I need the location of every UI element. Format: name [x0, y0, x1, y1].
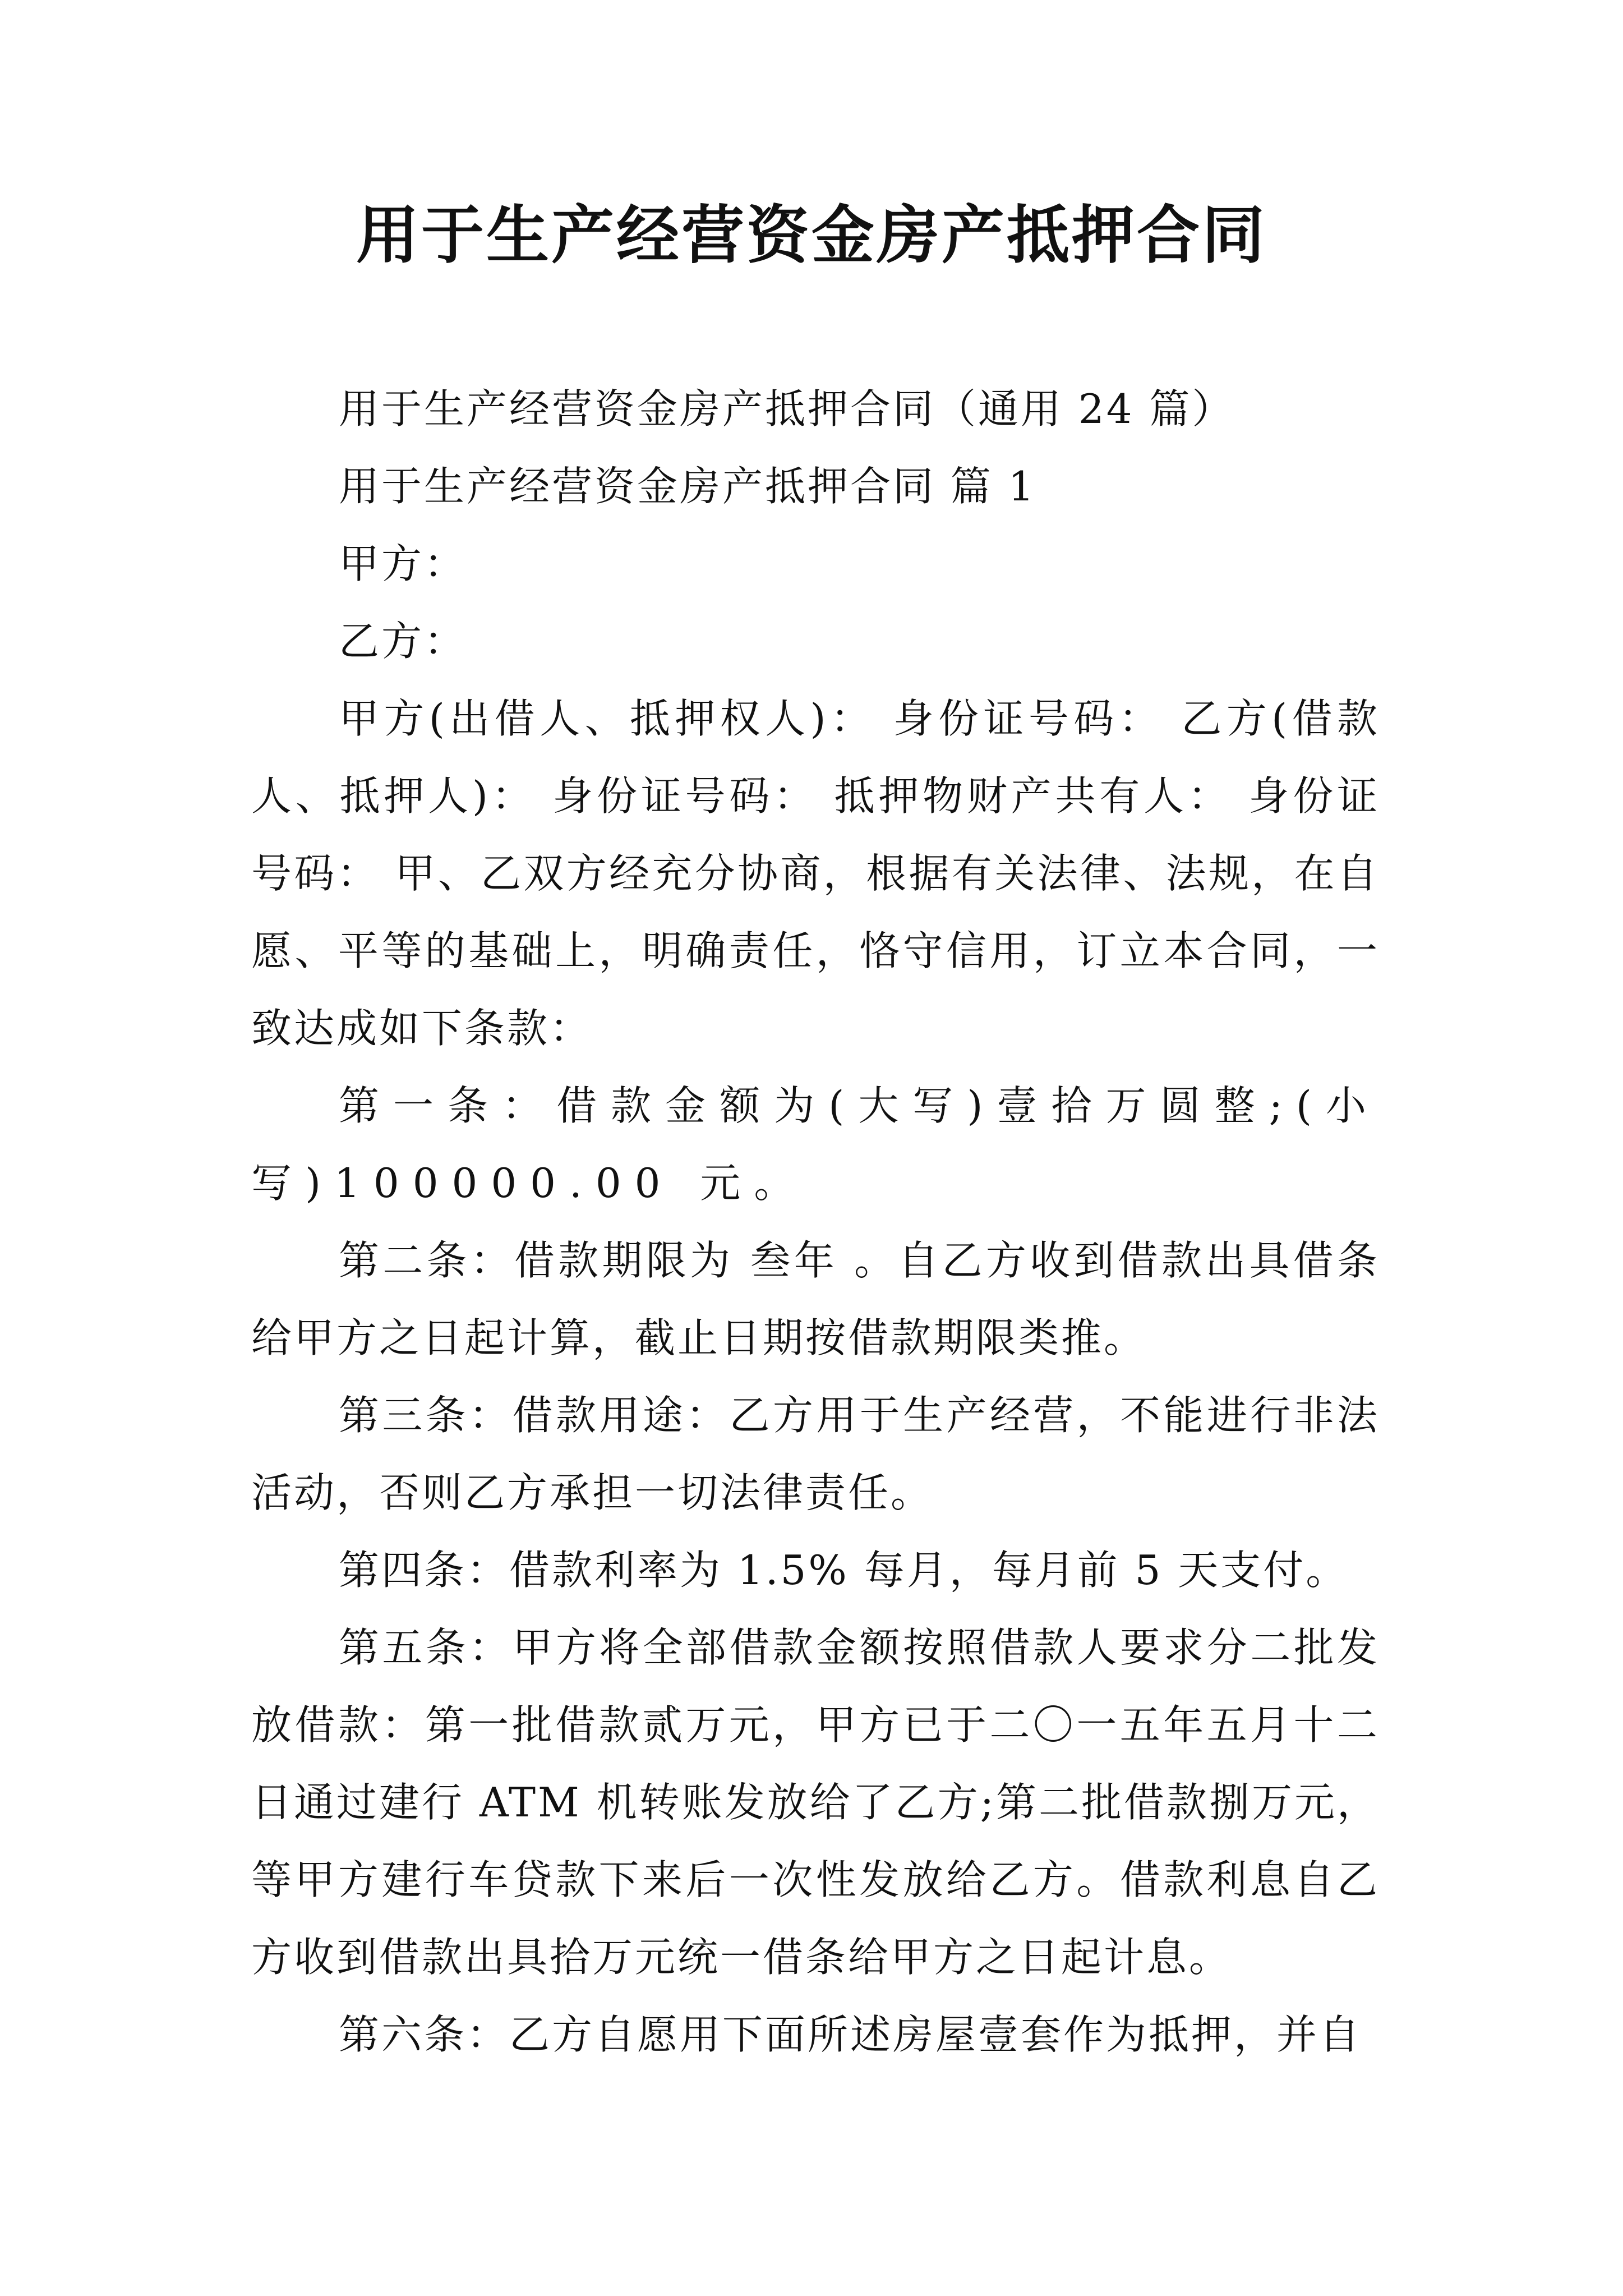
document-body	[251, 370, 1380, 2073]
article-1: 第一条：借款金额为(大写)壹拾万圆整;(小写)100000.00 元。	[251, 1082, 1380, 1207]
party-a-line: 甲方：	[339, 540, 467, 587]
subtitle-paragraph: 用于生产经营资金房产抵押合同（通用 24 篇）	[339, 385, 1235, 432]
party-b-line: 乙方：	[339, 618, 467, 665]
article-5: 第五条：甲方将全部借款金额按照借款人要求分二批发放借款：第一批借款贰万元，甲方已于二〇一五年五月十二日通过建行 ATM 机转账发放给了乙方;第二批借款捌万元，等甲方建行车贷款下来后一次性发放给乙方。借款利息自乙方收到借款出具拾万元统一借条给甲方之日起计息。	[251, 1624, 1380, 1981]
section-heading: 用于生产经营资金房产抵押合同 篇 1	[339, 463, 1036, 510]
article-6: 第六条：乙方自愿用下面所述房屋壹套作为抵押，并自	[339, 2011, 1362, 2058]
article-4: 第四条：借款利率为 1.5% 每月，每月前 5 天支付。	[339, 1547, 1349, 1594]
article-3: 第三条：借款用途：乙方用于生产经营，不能进行非法活动，否则乙方承担一切法律责任。	[251, 1392, 1380, 1516]
article-2: 第二条：借款期限为 叁年 。自乙方收到借款出具借条给甲方之日起计算，截止日期按借款期限类推。	[251, 1237, 1380, 1361]
parties-paragraph: 甲方(出借人、抵押权人)： 身份证号码： 乙方(借款人、抵押人)： 身份证号码： 抵押物财产共有人： 身份证号码： 甲、乙双方经充分协商，根据有关法律、法规，在自愿、平等的基础上，明确责任，恪守信用，订立本合同，一致达成如下条款：	[251, 695, 1380, 1052]
document-title: 用于生产经营资金房产抵押合同	[356, 199, 1267, 272]
